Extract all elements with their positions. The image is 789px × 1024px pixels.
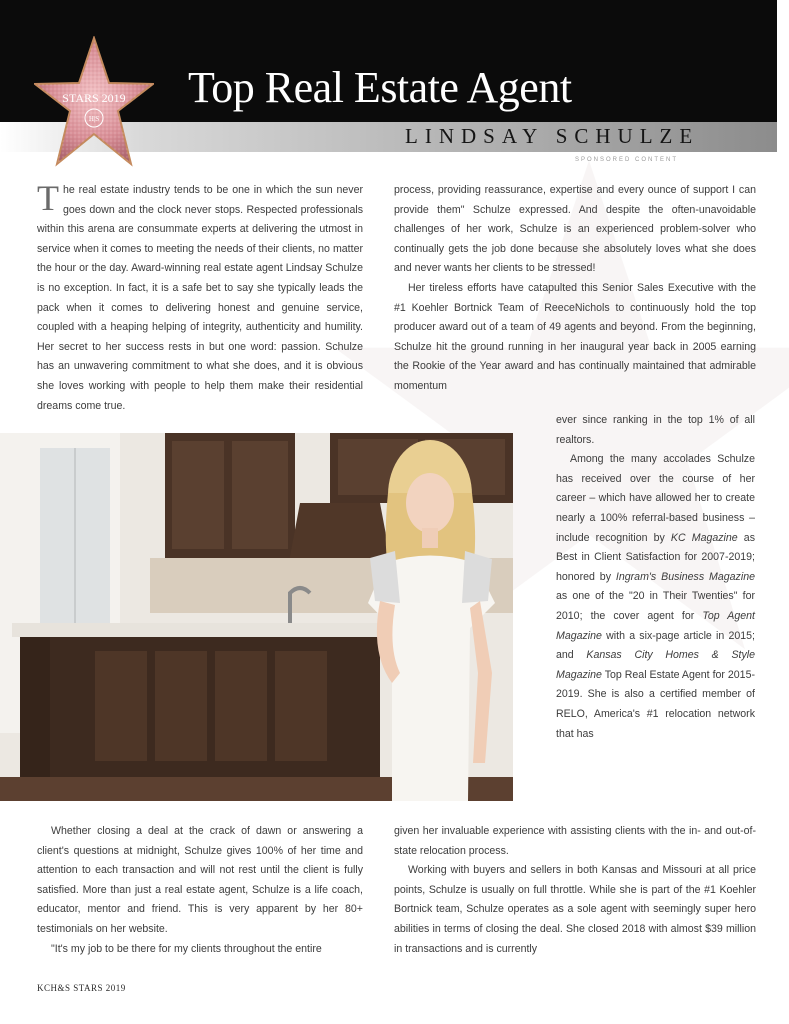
- article-paragraph: Her tireless efforts have catapulted this Senior Sales Executive with the #1 Koehler Bortnick Team of ReeceNichols to continuously hold the top producer award out of a team of 49 agents and beyond. From the beginning, Schulze hit the ground running in her inaugural year back in 2005 earning the Rookie of the Year award and has continually maintained that admirable momentum: [394, 281, 756, 392]
- article-paragraph: [37, 178, 363, 416]
- article-paragraph: "It's my job to be there for my clients throughout the entire: [51, 942, 322, 955]
- publication-name: KC Magazine: [670, 531, 738, 544]
- article-column-2-narrow: [556, 411, 755, 744]
- paragraph-text: he real estate industry tends to be one in which the sun never goes down and the clock never stops. Respected professionals within this arena are consummate experts at delivering the utmost in service when it comes to meeting the needs of their clients, no matter the hour or the day. Award-winning real estate agent Lindsay Schulze is no exception. In fact, it is a safe bet to say she typically leads the pack when it comes to delivering honest and genuine service, coupled with a heaping helping of integrity, authenticity and humility. Her secret to her success rests in but one word: passion. Schulze has an unwavering commitment to what she does, and it is obvious she loves working with people to help them make their residential dreams come true.: [37, 184, 363, 412]
- article-column-2: [394, 181, 756, 397]
- agent-name: LINDSAY SCHULZE: [405, 124, 700, 148]
- page-title: Top Real Estate Agent: [188, 63, 572, 112]
- article-paragraph: ever since ranking in the top 1% of all realtors.: [556, 414, 755, 446]
- article-paragraph: given her invaluable experience with assisting clients with the in- and out-of-state relocation process.: [394, 825, 756, 857]
- article-paragraph: Working with buyers and sellers in both Kansas and Missouri at all price points, Schulze is usually on full throttle. While she is part of the #1 Koehler Bortnick team, Schulze operates as a sole agent with seemingly super hero abilities in terms of closing the deal. She closed 2018 with almost $39 million in transactions and is currently: [394, 864, 756, 955]
- paragraph-text: Top Real Estate Agent for 2015-2019. She is also a certified member of RELO, America's #1 relocation network that has: [556, 668, 755, 740]
- article-column-1: [37, 178, 363, 416]
- stars-badge-star-icon: [34, 36, 154, 168]
- agent-photo: [0, 433, 513, 801]
- publication-name: Kansas City Homes & Style Magazine: [556, 649, 755, 681]
- article-paragraph: process, providing reassurance, expertise and every ounce of support I can provide them" Schulze expressed. And despite the often-unavoidable challenges of her work, Schulze is an experienced problem-solver who continually gets the job done because she absolutely loves what she does and never wants her clients to be stressed!: [394, 184, 756, 275]
- publication-name: Ingram's Business Magazine: [615, 570, 755, 583]
- article-paragraph: [556, 450, 755, 744]
- paragraph-text: as Best in Client Satisfaction for 2007-2019; honored by: [556, 531, 755, 583]
- badge-text: STARS 2019: [62, 91, 126, 105]
- sponsored-label: SPONSORED CONTENT: [575, 157, 679, 163]
- paragraph-text: Among the many accolades Schulze has received over the course of her career – which have allowed her to create nearly a 100% referral-based business – include recognition by: [556, 453, 755, 544]
- publication-name: Top Agent Magazine: [556, 609, 755, 642]
- paragraph-text: as one of the "20 in Their Twenties" for 2010; the cover agent for: [556, 590, 755, 622]
- article-column-2-bottom: [394, 822, 756, 959]
- article-paragraph: Whether closing a deal at the crack of dawn or answering a client's questions at midnight, Schulze gives 100% of her time and attention to each transaction and will not rest until the client is fully satisfied. More than just a real estate agent, Schulze is a life coach, educator, mentor and friend. This is very apparent by her 80+ testimonials on her website.: [37, 825, 363, 935]
- badge-monogram: H|S: [88, 115, 100, 123]
- paragraph-text: with a six-page article in 2015; and: [556, 629, 755, 662]
- article-column-1-bottom: [37, 822, 363, 959]
- drop-cap: T: [37, 178, 59, 218]
- page-footer: KCH&S STARS 2019: [37, 983, 126, 993]
